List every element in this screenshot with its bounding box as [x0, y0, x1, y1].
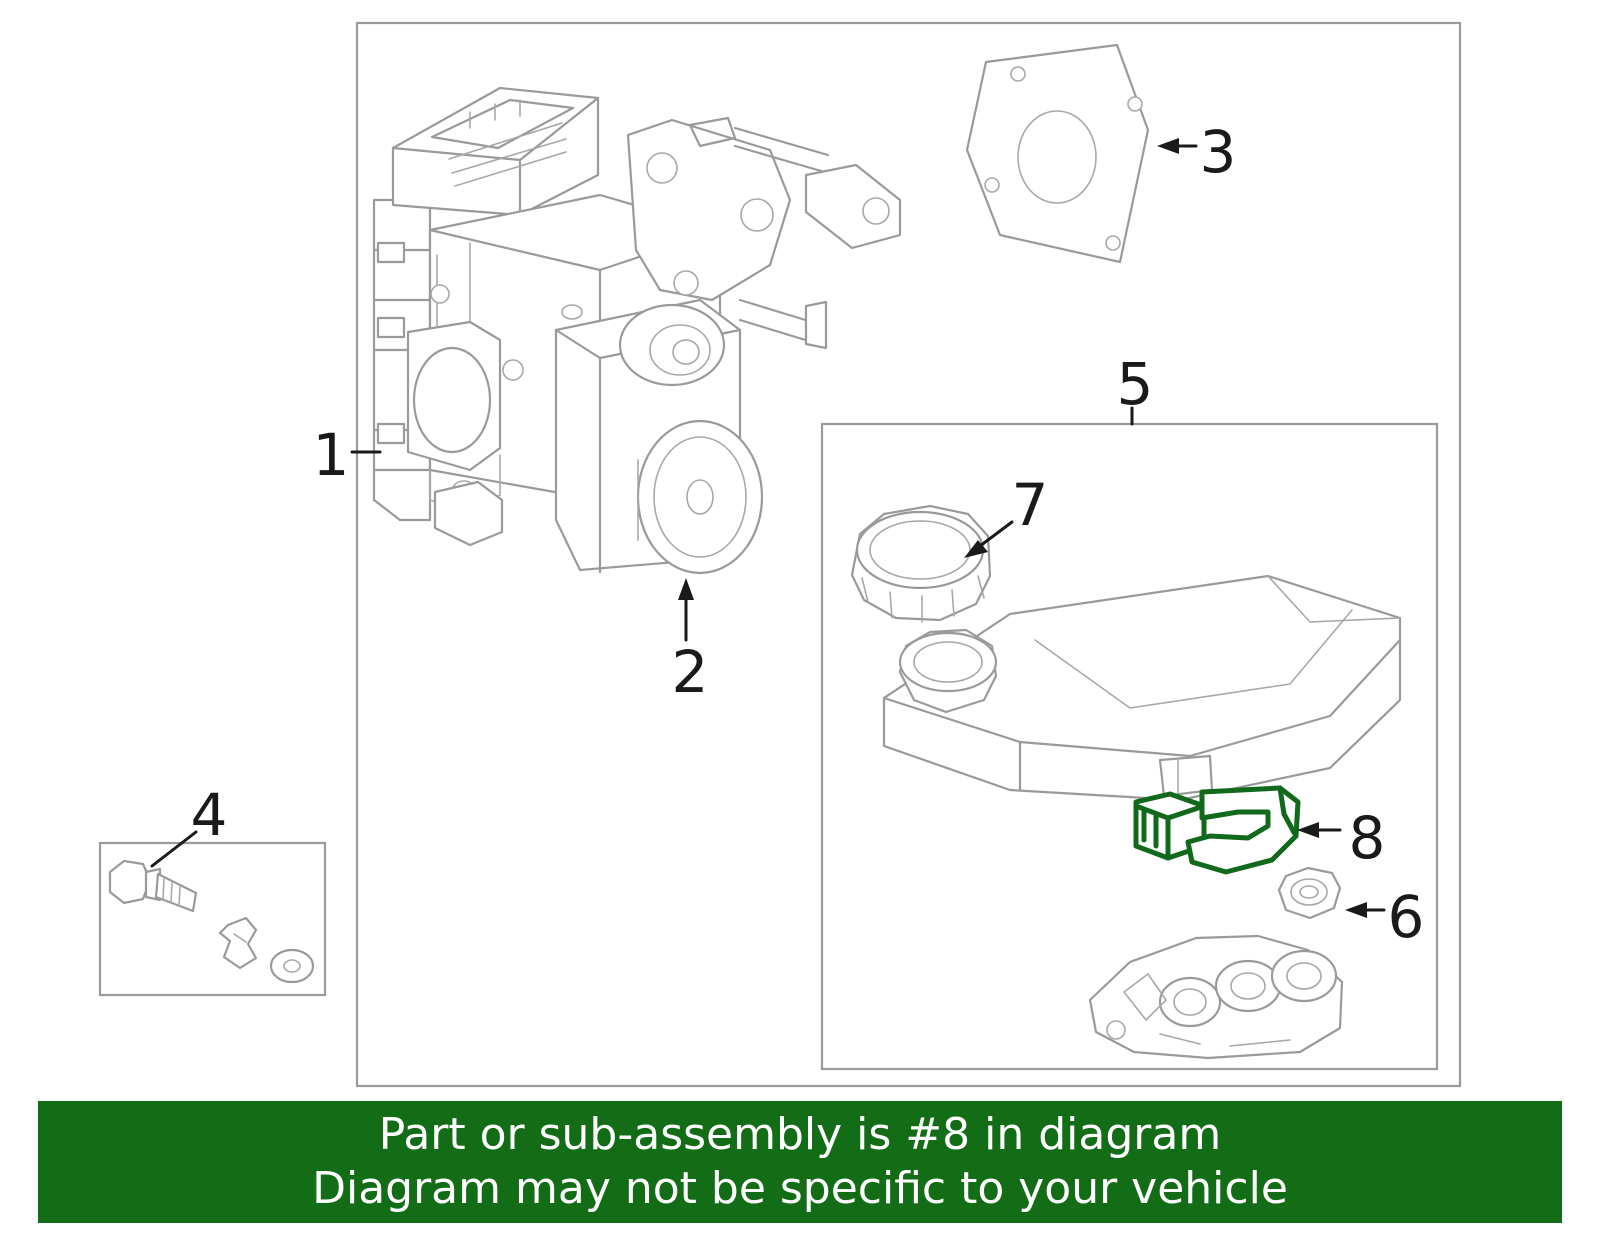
callout-label-7: 7 — [1011, 471, 1049, 539]
callout-label-4: 4 — [190, 781, 228, 849]
callout-label-2: 2 — [671, 638, 709, 706]
banner-line-2: Diagram may not be specific to your vehicle — [312, 1163, 1288, 1214]
reservoir-mount-bracket — [1090, 936, 1342, 1058]
hardware-kit — [110, 861, 313, 982]
callout-label-1: 1 — [312, 421, 350, 489]
callout-arrow-3 — [1157, 138, 1179, 154]
callout-arrow-2 — [678, 578, 694, 600]
grommet — [1279, 868, 1340, 918]
callout-arrow-6 — [1345, 902, 1367, 918]
fluid-level-sensor — [1136, 788, 1298, 872]
callout-leader-4 — [152, 832, 196, 866]
callout-label-8: 8 — [1348, 804, 1386, 872]
banner-line-1: Part or sub-assembly is #8 in diagram — [378, 1109, 1222, 1160]
callout-label-5: 5 — [1116, 350, 1154, 418]
diagram-note-banner — [38, 1101, 1562, 1223]
callout-label-6: 6 — [1387, 883, 1425, 951]
reservoir-cap — [852, 506, 990, 622]
callout-label-3: 3 — [1199, 118, 1237, 186]
callout-arrow-8 — [1297, 822, 1319, 838]
gasket-plate — [967, 45, 1148, 262]
